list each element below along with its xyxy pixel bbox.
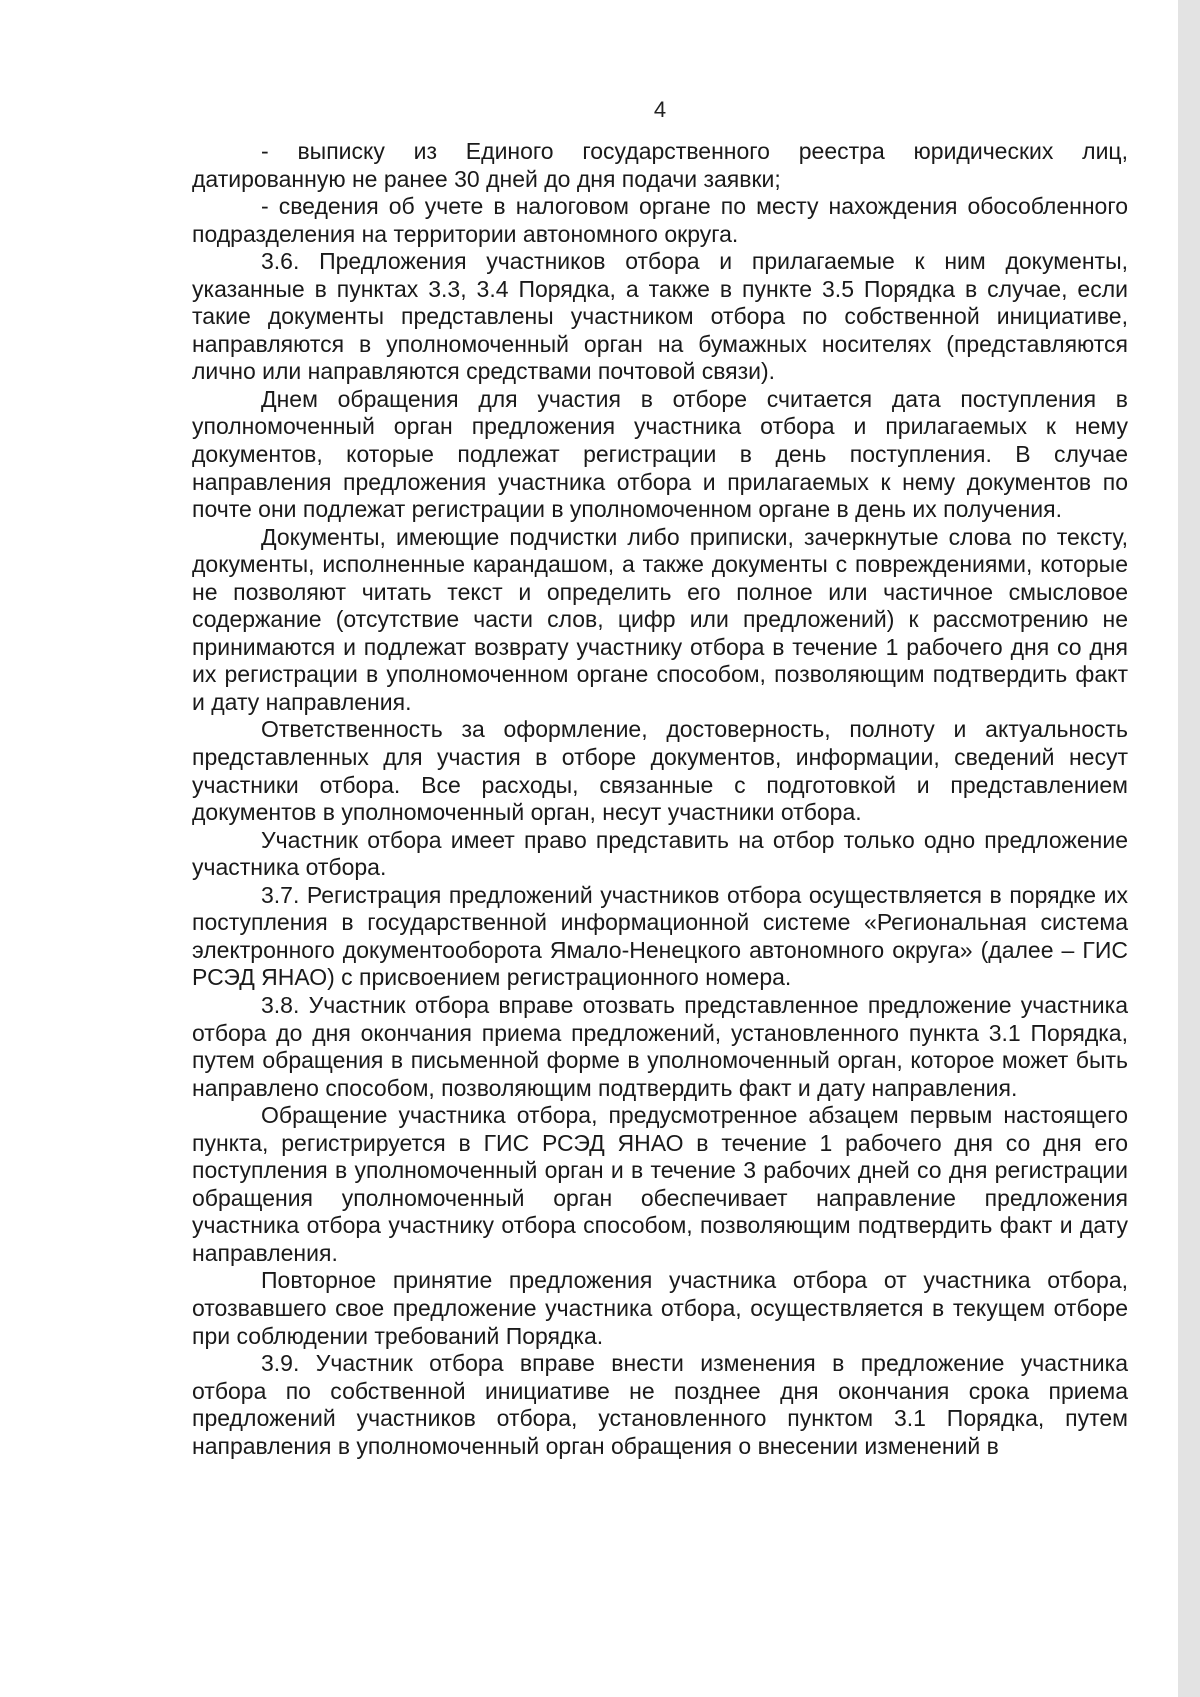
- page-number: 4: [653, 97, 667, 122]
- paragraph: Днем обращения для участия в отборе считается дата поступления в уполномоченный орган предложения участника отбора и прилагаемых к нему документов, которые подлежат регистрации в день поступления. В случае направления предложения участника отбора и прилагаемых к нему документов по почте они подлежат регистрации в уполномоченном органе в день их получения.: [192, 385, 1128, 523]
- paragraph: 3.8. Участник отбора вправе отозвать представленное предложение участника отбора до дня окончания приема предложений, установленного пункта 3.1 Порядка, путем обращения в письменной форме в уполномоченный орган, которое может быть направлено способом, позволяющим подтвердить факт и дату направления.: [192, 991, 1128, 1101]
- page-edge-shadow: [1178, 0, 1200, 1697]
- paragraph: Обращение участника отбора, предусмотренное абзацем первым настоящего пункта, регистрируется в ГИС РСЭД ЯНАО в течение 1 рабочего дня со дня его поступления в уполномоченный орган и в течение 3 рабочих дней со дня регистрации обращения уполномоченный орган обеспечивает направление предложения участника отбора участнику отбора способом, позволяющим подтвердить факт и дату направления.: [192, 1102, 1128, 1266]
- paragraph: Документы, имеющие подчистки либо приписки, зачеркнутые слова по тексту, документы, исполненные карандашом, а также документы с повреждениями, которые не позволяют читать текст и определить его полное или частичное смысловое содержание (отсутствие части слов, цифр или предложений) к рассмотрению не принимаются и подлежат возврату участнику отбора в течение 1 рабочего дня со дня их регистрации в уполномоченном органе способом, позволяющим подтвердить факт и дату направления.: [192, 523, 1128, 715]
- paragraph: Ответственность за оформление, достоверность, полноту и актуальность представленных для участия в отборе документов, информации, сведений несут участники отбора. Все расходы, связанные с подготовкой и представлением документов в уполномоченный орган, несут участники отбора.: [192, 716, 1128, 826]
- paragraph: - сведения об учете в налоговом органе по месту нахождения обособленного подразделения на территории автономного округа.: [192, 193, 1128, 247]
- paragraph: Участник отбора имеет право представить на отбор только одно предложение участника отбора.: [192, 826, 1128, 881]
- paragraph: 3.7. Регистрация предложений участников отбора осуществляется в порядке их поступления в государственной информационной системе «Региональная система электронного документооборота Ямало-Ненецкого автономного округа» (далее – ГИС РСЭД ЯНАО) с присвоением регистрационного номера.: [192, 881, 1128, 991]
- paragraph: Повторное принятие предложения участника отбора от участника отбора, отозвавшего свое предложение участника отбора, осуществляется в текущем отборе при соблюдении требований Порядка.: [192, 1267, 1128, 1349]
- paragraph: 3.9. Участник отбора вправе внести изменения в предложение участника отбора по собственной инициативе не позднее дня окончания срока приема предложений участников отбора, установленного пунктом 3.1 Порядка, путем направления в уполномоченный орган обращения о внесении изменений в: [192, 1350, 1128, 1459]
- paragraph: - выписку из Единого государственного реестра юридических лиц, датированную не ранее 30 дней до дня подачи заявки;: [192, 138, 1128, 192]
- document-body: [192, 138, 1128, 1460]
- paragraph: 3.6. Предложения участников отбора и прилагаемые к ним документы, указанные в пунктах 3.3, 3.4 Порядка, а также в пункте 3.5 Порядка в случае, если такие документы представлены участником отбора по собственной инициативе, направляются в уполномоченный орган на бумажных носителях (представляются лично или направляются средствами почтовой связи).: [192, 248, 1128, 385]
